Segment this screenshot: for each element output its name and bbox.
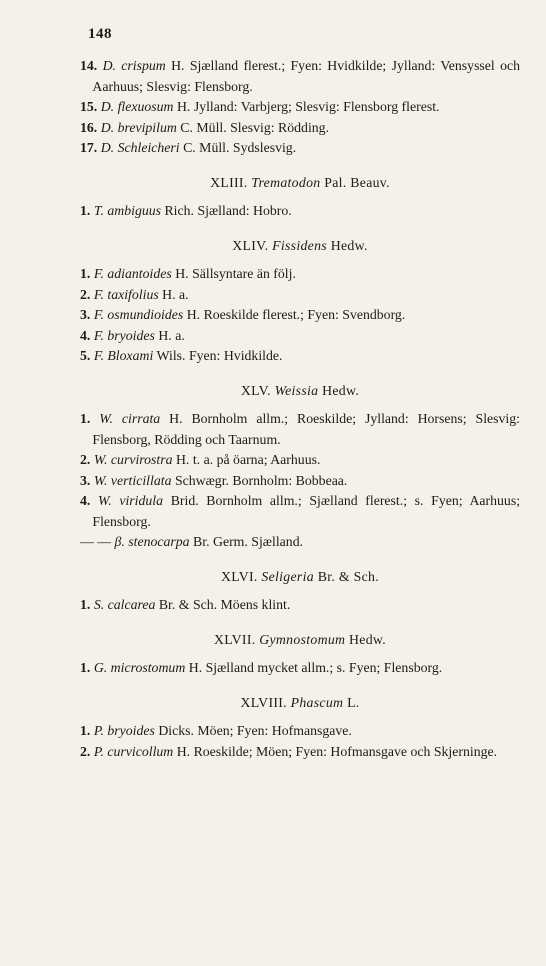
section-heading: [80, 236, 520, 257]
entry-number: 1.: [80, 203, 91, 218]
entry-text: C. Müll. Sydslesvig.: [183, 140, 297, 155]
species-name: D. brevipilum: [100, 119, 177, 135]
entry-text: C. Müll. Slesvig: Rödding.: [180, 119, 330, 135]
section-heading: [80, 693, 520, 714]
entry-text: H. Roeskilde; Möen; Fyen: Hofmansgave och Skjerninge.: [176, 743, 498, 759]
species-name: W. verticillata: [93, 472, 172, 488]
species-name: D. flexuosum: [100, 99, 174, 114]
species-entry: [80, 264, 520, 285]
species-name: W. curvirostra: [93, 452, 173, 467]
entry-text: Schwægr. Bornholm: Bobbeaa.: [174, 472, 348, 488]
entry-number: 2.: [80, 452, 91, 467]
species-name: P. curvicollum: [93, 743, 174, 759]
genus-authority: Hedw.: [330, 237, 368, 253]
entry-text: Brid. Bornholm allm.; Sjælland flerest.; s. Fyen; Aarhuus; Flensborg.: [92, 493, 521, 529]
entry-number: 1.: [80, 597, 91, 612]
species-entry: [80, 471, 520, 492]
entry-number: 3.: [80, 472, 91, 488]
species-name: S. calcarea: [93, 597, 156, 612]
species-entry: [80, 742, 520, 763]
species-entry: [80, 285, 520, 306]
entry-number: 15.: [80, 99, 98, 114]
entry-text: H. a.: [158, 327, 185, 343]
genus-name: Fissidens: [272, 237, 327, 253]
species-entry: [80, 56, 520, 97]
entry-text: H. t. a. på öarna; Aarhuus.: [175, 452, 321, 467]
genus-name: Trematodon: [251, 174, 321, 190]
variety-entry: [80, 532, 520, 553]
entry-text: H. Sällsyntare än följ.: [175, 266, 296, 281]
entry-text: Rich. Sjælland: Hobro.: [164, 203, 292, 218]
entry-number: 1.: [80, 723, 91, 738]
genus-name: Seligeria: [261, 568, 314, 584]
entry-text: H. Jylland: Varbjerg; Slesvig: Flensborg flerest.: [176, 99, 440, 114]
genus-authority: Hedw.: [322, 382, 360, 398]
entry-number: 3.: [80, 307, 91, 322]
entry-text: Br. & Sch. Möens klint.: [158, 597, 291, 612]
section-heading: [80, 630, 520, 651]
species-entry: [80, 326, 520, 347]
species-name: W. viridula: [98, 493, 164, 508]
genus-name: Phascum: [290, 694, 344, 710]
section-number: XLIV.: [232, 237, 269, 253]
entry-number: 1.: [80, 266, 91, 281]
species-name: F. adiantoides: [93, 266, 172, 281]
species-entry: [80, 97, 520, 118]
section-heading: [80, 173, 520, 194]
genus-name: Weissia: [274, 382, 319, 398]
entry-number: 2.: [80, 743, 91, 759]
species-name: F. taxifolius: [93, 286, 159, 302]
genus-name: Gymnostomum: [259, 631, 346, 647]
species-entry: [80, 595, 520, 616]
species-entry: [80, 118, 520, 139]
entry-number: 1.: [80, 660, 91, 675]
species-name: W. cirrata: [99, 411, 161, 426]
section-number: XLIII.: [210, 174, 248, 190]
genus-authority: Br. & Sch.: [317, 568, 379, 584]
entry-number: — —: [80, 534, 112, 549]
species-entry: [80, 721, 520, 742]
entry-text: H. Roeskilde flerest.; Fyen: Svendborg.: [186, 307, 406, 322]
entry-number: 2.: [80, 286, 91, 302]
species-name: F. osmundioides: [93, 307, 184, 322]
entry-number: 14.: [80, 58, 98, 73]
section-number: XLVIII.: [240, 694, 287, 710]
entry-number: 4.: [80, 493, 91, 508]
entry-text: H. a.: [162, 286, 189, 302]
entry-number: 16.: [80, 119, 98, 135]
genus-authority: Hedw.: [349, 631, 387, 647]
section-heading: [80, 567, 520, 588]
species-entry: [80, 409, 520, 450]
entry-text: Wils. Fyen: Hvidkilde.: [156, 348, 283, 363]
entry-number: 1.: [80, 411, 91, 426]
species-entry: [80, 658, 520, 679]
species-entry: [80, 138, 520, 159]
entry-number: 5.: [80, 348, 91, 363]
species-name: G. microstomum: [93, 660, 186, 675]
species-name: P. bryoides: [93, 723, 155, 738]
species-name: F. Bloxami: [93, 348, 154, 363]
section-number: XLV.: [240, 382, 271, 398]
entry-number: 4.: [80, 327, 91, 343]
genus-authority: L.: [347, 694, 360, 710]
section-heading: [80, 381, 520, 402]
entry-number: 17.: [80, 140, 98, 155]
section-number: XLVI.: [221, 568, 258, 584]
entry-text: H. Sjælland flerest.; Fyen: Hvidkilde; Jylland: Vensyssel och Aarhuus; Slesvig: Flensborg.: [92, 58, 521, 94]
species-entry: [80, 491, 520, 532]
genus-authority: Pal. Beauv.: [324, 174, 390, 190]
page-content: [80, 56, 520, 762]
entry-text: Br. Germ. Sjælland.: [193, 534, 304, 549]
section-number: XLVII.: [213, 631, 256, 647]
entry-text: H. Sjælland mycket allm.; s. Fyen; Flensborg.: [188, 660, 443, 675]
species-entry: [80, 346, 520, 367]
species-name: D. Schleicheri: [100, 140, 180, 155]
page-number: 148: [88, 26, 112, 42]
species-name: T. ambiguus: [93, 203, 162, 218]
species-name: β. stenocarpa: [114, 534, 190, 549]
species-entry: [80, 305, 520, 326]
species-name: D. crispum: [102, 58, 166, 73]
entry-text: Dicks. Möen; Fyen: Hofmansgave.: [158, 723, 352, 738]
species-entry: [80, 450, 520, 471]
entry-text: H. Bornholm allm.; Roeskilde; Jylland: Horsens; Slesvig: Flensborg, Rödding och Taarnum.: [92, 411, 520, 447]
species-name: F. bryoides: [93, 327, 155, 343]
species-entry: [80, 201, 520, 222]
